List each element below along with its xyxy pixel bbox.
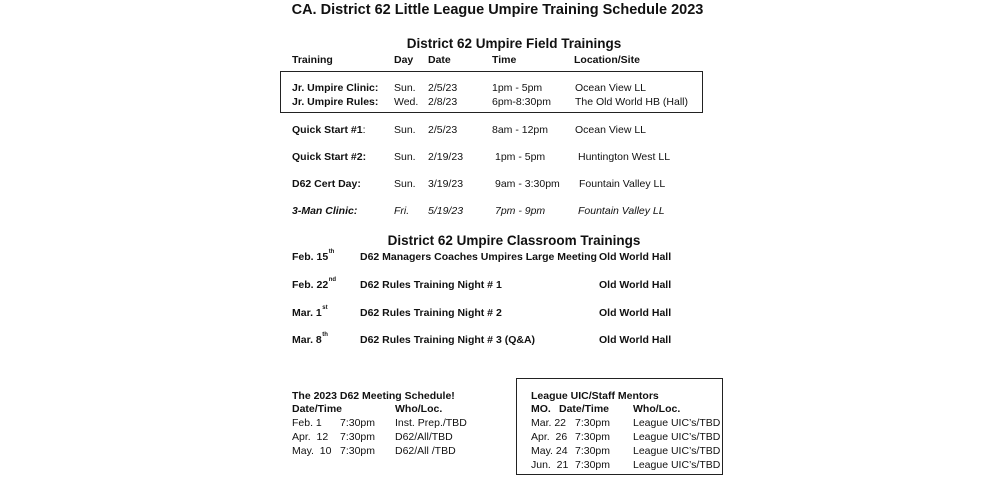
meeting-row-time: 7:30pm: [340, 431, 376, 443]
field-row-time: 1pm - 5pm: [492, 82, 543, 94]
field-row-time: 7pm - 9pm: [495, 205, 546, 217]
field-row-location: Ocean View LL: [575, 124, 647, 136]
page-title: CA. District 62 Little League Umpire Training Schedule 2023: [291, 2, 704, 18]
field-row-location: The Old World HB (Hall): [575, 96, 688, 108]
meeting-row-date: Feb. 1: [292, 417, 322, 429]
meeting-row-time: 7:30pm: [340, 445, 376, 457]
field-row-day: Sun.: [394, 124, 416, 136]
field-row-training: Jr. Umpire Clinic:: [292, 82, 379, 94]
classroom-row-location: Old World Hall: [599, 279, 672, 291]
mentors-row-time: 7:30pm: [575, 459, 611, 471]
meeting-schedule-heading: The 2023 D62 Meeting Schedule!: [292, 390, 455, 402]
meeting-col-date: Date/Time: [292, 403, 342, 415]
mentors-row-who: League UIC’s/TBD: [633, 459, 721, 471]
header-day: Day: [394, 54, 414, 66]
field-row-day: Wed.: [394, 96, 419, 108]
classroom-row-date: Feb. 22nd: [292, 277, 337, 291]
mentors-row-who: League UIC’s/TBD: [633, 431, 721, 443]
field-row-location: Ocean View LL: [575, 82, 647, 94]
classroom-row-event: D62 Managers Coaches Umpires Large Meeting: [360, 251, 597, 263]
field-row-training: Quick Start #2:: [292, 151, 367, 163]
mentors-row-time: 7:30pm: [575, 445, 611, 457]
field-row-location: Huntington West LL: [578, 151, 671, 163]
field-row-time: 1pm - 5pm: [495, 151, 546, 163]
classroom-row-event: D62 Rules Training Night # 2: [360, 307, 502, 319]
field-row-date: 2/8/23: [428, 96, 458, 108]
field-row-date: 2/5/23: [428, 124, 458, 136]
field-row-time: 6pm-8:30pm: [492, 96, 551, 108]
mentors-row-mo: May. 24: [531, 445, 568, 457]
field-row-location: Fountain Valley LL: [579, 178, 666, 190]
field-row-training: Quick Start #1:: [292, 124, 366, 136]
mentors-row-time: 7:30pm: [575, 417, 611, 429]
field-row-day: Sun.: [394, 151, 416, 163]
field-row-day: Sun.: [394, 82, 416, 94]
field-row-date: 5/19/23: [428, 205, 464, 217]
classroom-row-event: D62 Rules Training Night # 1: [360, 279, 502, 291]
header-location: Location/Site: [574, 54, 640, 66]
field-row-time: 8am - 12pm: [492, 124, 549, 136]
classroom-row-date: Feb. 15th: [292, 249, 335, 263]
field-row-training: D62 Cert Day:: [292, 178, 361, 190]
header-training: Training: [292, 54, 333, 66]
mentors-row-who: League UIC’s/TBD: [633, 417, 721, 429]
header-time: Time: [492, 54, 517, 66]
mentors-row-mo: Apr. 26: [531, 431, 568, 443]
mentors-row-mo: Mar. 22: [531, 417, 567, 429]
meeting-col-who: Who/Loc.: [395, 403, 443, 415]
mentors-heading: League UIC/Staff Mentors: [531, 390, 659, 402]
field-row-date: 2/5/23: [428, 82, 458, 94]
field-row-training: 3-Man Clinic:: [292, 205, 358, 217]
mentors-row-who: League UIC’s/TBD: [633, 445, 721, 457]
classroom-row-location: Old World Hall: [599, 251, 672, 263]
field-row-day: Fri.: [394, 205, 410, 217]
mentors-col-who: Who/Loc.: [633, 403, 681, 415]
field-row-training: Jr. Umpire Rules:: [292, 96, 379, 108]
field-row-time: 9am - 3:30pm: [495, 178, 560, 190]
classroom-trainings-heading: District 62 Umpire Classroom Trainings: [387, 233, 641, 248]
field-row-date: 2/19/23: [428, 151, 464, 163]
meeting-row-who: D62/All/TBD: [395, 431, 453, 443]
mentors-row-time: 7:30pm: [575, 431, 611, 443]
mentors-row-mo: Jun. 21: [531, 459, 569, 471]
field-trainings-heading: District 62 Umpire Field Trainings: [406, 36, 622, 51]
meeting-row-time: 7:30pm: [340, 417, 376, 429]
meeting-row-date: Apr. 12: [292, 431, 329, 443]
meeting-row-date: May. 10: [292, 445, 332, 457]
mentors-col-mo: MO.: [531, 403, 551, 415]
meeting-row-who: D62/All /TBD: [395, 445, 456, 457]
classroom-row-date: Mar. 8th: [292, 332, 328, 346]
mentors-col-date: Date/Time: [559, 403, 609, 415]
classroom-row-location: Old World Hall: [599, 334, 672, 346]
meeting-row-who: Inst. Prep./TBD: [395, 417, 467, 429]
header-date: Date: [428, 54, 451, 66]
classroom-row-date: Mar. 1st: [292, 305, 328, 319]
classroom-row-location: Old World Hall: [599, 307, 672, 319]
field-row-day: Sun.: [394, 178, 416, 190]
classroom-row-event: D62 Rules Training Night # 3 (Q&A): [360, 334, 536, 346]
field-row-location: Fountain Valley LL: [578, 205, 665, 217]
field-row-date: 3/19/23: [428, 178, 464, 190]
